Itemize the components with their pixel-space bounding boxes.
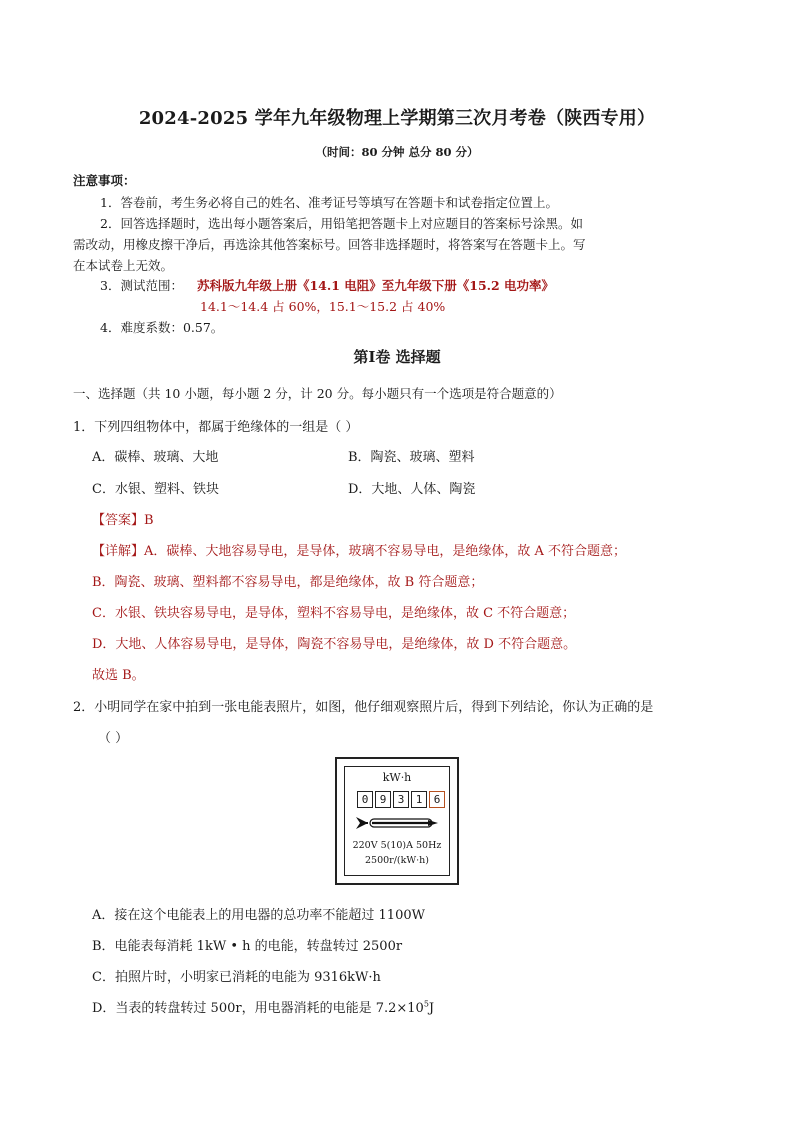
meter-digit: 3: [393, 791, 409, 808]
question-2-stem-line-1: 2．小明同学在家中拍到一张电能表照片，如图，他仔细观察照片后，得到下列结论，你认为正确的是: [73, 700, 654, 715]
exam-time-score: （时间：80 分钟 总分 80 分）: [315, 145, 479, 159]
notice-item-2-line-2: 需改动，用橡皮擦干净后，再选涂其他答案标号。回答非选择题时，将答案写在答题卡上。写: [73, 237, 586, 252]
answer-label: 【答案】: [92, 513, 145, 528]
question-1-conclusion: 故选 B。: [92, 668, 145, 683]
question-1-stem: 1．下列四组物体中，都属于绝缘体的一组是（ ）: [73, 420, 359, 435]
question-1-detail-c: C．水银、铁块容易导电，是导体，塑料不容易导电，是绝缘体，故 C 不符合题意；: [92, 606, 576, 621]
question-2-option-c: C．拍照片时，小明家已消耗的电能为 9316kW·h: [92, 970, 381, 985]
answer-value: B: [144, 513, 154, 528]
notice-item-4: 4．难度系数：0.57。: [100, 320, 224, 335]
question-1-option-b: B．陶瓷、玻璃、塑料: [348, 450, 475, 465]
question-1-detail-b: B．陶瓷、玻璃、塑料都不容易导电，都是绝缘体，故 B 符合题意；: [92, 575, 484, 590]
meter-spec-rating: 220V 5(10)A 50Hz: [352, 840, 442, 851]
option-d-text: D．当表的转盘转过 500r，用电器消耗的电能是 7.2×10: [92, 1001, 424, 1016]
notice-item-2-line-3: 在本试卷上无效。: [73, 258, 174, 273]
notice-heading: 注意事项：: [73, 173, 136, 188]
question-2-option-d: [92, 997, 434, 1016]
detail-text-a: A．碳棒、大地容易导电，是导体，玻璃不容易导电，是绝缘体，故 A 不符合题意；: [144, 544, 627, 559]
section-instruction: 一、选择题（共 10 小题，每小题 2 分，计 20 分。每小题只有一个选项是符合题意的）: [73, 386, 562, 401]
meter-spec-constant: 2500r/(kW·h): [365, 855, 429, 866]
notice-item-3-label: 3．测试范围：: [100, 278, 183, 293]
meter-unit-label: kW·h: [382, 771, 412, 784]
question-1-option-d: D．大地、人体、陶瓷: [348, 482, 476, 497]
question-2-option-a: A．接在这个电能表上的用电器的总功率不能超过 1100W: [92, 908, 425, 923]
meter-reading: [357, 791, 447, 808]
section-title: 第Ⅰ卷 选择题: [353, 348, 441, 366]
option-d-unit: J: [428, 1001, 435, 1016]
question-1-detail-a: [92, 540, 626, 559]
test-scope: 苏科版九年级上册《14.1 电阻》至九年级下册《15.2 电功率》: [196, 278, 555, 293]
test-scope-ratio: 14.1～14.4 占 60%，15.1～15.2 占 40%: [200, 299, 446, 314]
question-1-detail-d: D．大地、人体容易导电，是导体，陶瓷不容易导电，是绝缘体，故 D 不符合题意。: [92, 637, 577, 652]
meter-digit: 1: [411, 791, 427, 808]
notice-item-1: 1．答卷前，考生务必将自己的姓名、准考证号等填写在答题卡和试卷指定位置上。: [100, 195, 558, 210]
detail-label: 【详解】: [92, 544, 145, 559]
exam-title: 2024-2025 学年九年级物理上学期第三次月考卷（陕西专用）: [138, 108, 656, 129]
notice-item-3: [100, 276, 554, 294]
meter-digit: 9: [375, 791, 391, 808]
meter-digit: 0: [357, 791, 373, 808]
question-2-stem-line-2: （ ）: [98, 731, 129, 746]
question-1-answer: [92, 509, 154, 528]
question-1-option-a: A．碳棒、玻璃、大地: [92, 450, 219, 465]
question-1-option-c: C．水银、塑料、铁块: [92, 482, 219, 497]
notice-item-2-line-1: 2．回答选择题时，选出每小题答案后，用铅笔把答题卡上对应题目的答案标号涂黑。如: [100, 216, 583, 231]
option-d-exponent: 5: [423, 999, 429, 1009]
meter-disk-arrow-icon: [354, 814, 440, 832]
question-2-option-b: B．电能表每消耗 1kW • h 的电能，转盘转过 2500r: [92, 939, 403, 954]
meter-digit-decimal: 6: [429, 791, 445, 808]
